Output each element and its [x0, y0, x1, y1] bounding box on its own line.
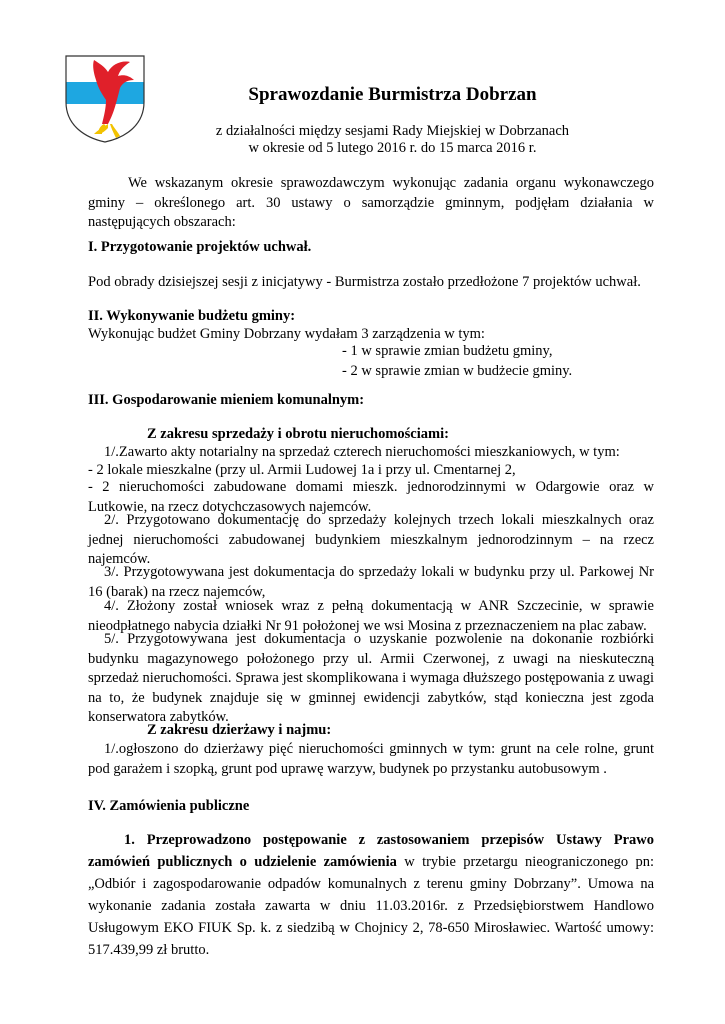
sales-item-1: 1/.Zawarto akty notarialny na sprzedaż czterech nieruchomości mieszkaniowych, w tym: [104, 444, 620, 460]
subsection-lease-heading: Z zakresu dzierżawy i najmu: [147, 722, 332, 738]
list-item: - 1 w sprawie zmian budżetu gminy, [342, 343, 553, 359]
section-2-text: Wykonując budżet Gminy Dobrzany wydałam 3 zarządzenia w tym: [88, 326, 485, 342]
section-1-heading: I. Przygotowanie projektów uchwał. [88, 239, 312, 255]
sales-item-2: 2/. Przygotowano dokumentację do sprzedaży kolejnych trzech lokali mieszkalnych oraz jednej nieruchomości zabudowanej budynkiem mieszkalnym jednorodzinnym – na rzecz najemców. [88, 512, 654, 567]
section-4-paragraph [88, 829, 654, 961]
sales-item-3: 3/. Przygotowywana jest dokumentacja do sprzedaży lokali w budynku przy ul. Parkowej Nr 16 (barak) na rzecz najemców, [88, 564, 654, 600]
subtitle-line-2: w okresie od 5 lutego 2016 r. do 15 marca 2016 r. [248, 140, 537, 156]
page-title: Sprawozdanie Burmistrza Dobrzan [248, 84, 537, 105]
list-item: - 2 w sprawie zmian w budżecie gminy. [342, 362, 573, 379]
section-2-heading: II. Wykonywanie budżetu gminy: [88, 308, 296, 324]
section-4-heading: IV. Zamówienia publiczne [88, 798, 250, 814]
sales-item-1b: - 2 nieruchomości zabudowane domami mieszk. jednorodzinnymi w Odargowie oraz w Lutkowie, na rzecz dotychczasowych najemców. [88, 479, 654, 515]
intro-paragraph: We wskazanym okresie sprawozdawczym wykonując zadania organu wykonawczego gminy – określonego art. 30 ustawy o samorządzie gminnym, podjęłam działania w następujących obszarach: [88, 175, 654, 230]
section-3-heading: III. Gospodarowanie mieniem komunalnym: [88, 392, 365, 408]
section-2-list [342, 342, 572, 381]
section-4-bold-lead: 1. Przeprowadzono postępowanie z zastosowaniem przepisów Ustawy Prawo zamówień publicznych o udzielenie zamówienia [88, 832, 654, 870]
subsection-sales-heading: Z zakresu sprzedaży i obrotu nieruchomościami: [147, 426, 449, 442]
sales-item-1a: - 2 lokale mieszkalne (przy ul. Armii Ludowej 1a i przy ul. Cmentarnej 2, [88, 462, 516, 478]
lease-item-1: 1/.ogłoszono do dzierżawy pięć nieruchomości gminnych w tym: grunt na cele rolne, grunt pod garażem i szopką, grunt pod uprawę warzyw, budynek po przystanku autobusowym . [88, 741, 654, 777]
subtitle-line-1: z działalności między sesjami Rady Miejskiej w Dobrzanach [215, 123, 570, 139]
section-1-text: Pod obrady dzisiejszej sesji z inicjatywy - Burmistrza zostało przedłożone 7 projektów uchwał. [88, 274, 641, 290]
sales-item-5: 5/. Przygotowywana jest dokumentacja o uzyskanie pozwolenie na dokonanie rozbiórki budynku magazynowego położonego przy ul. Armii Czerwonej, z uwagi na nieskuteczną sprzedaż nieruchomości. Sprawa jest skomplikowana i wymaga dłuższego postępowania z uwagi na to, że budynek znajduje się w gminnej ewidencji zabytków, stąd konieczna jest zgoda konserwatora zabytków. [88, 631, 654, 725]
section-4-rest: w trybie przetargu nieograniczonego pn: „Odbiór i zagospodarowanie odpadów komunalnych z terenu gminy Dobrzany”. Umowa na wykonanie zadania została zawarta w dniu 11.03.2016r. z Przedsiębiorstwem Handlowo Usługowym EKO FIUK Sp. k. z siedzibą w Chojnicy 2, 78-650 Mirosławiec. Wartość umowy: 517.439,99 zł brutto. [88, 854, 655, 958]
sales-item-4: 4/. Złożony został wniosek wraz z pełną dokumentacją w ANR Szczecinie, w sprawie nieodpłatnego nabycia działki Nr 91 położonej we wsi Mosina z przeznaczeniem na plac zabaw. [88, 598, 654, 634]
